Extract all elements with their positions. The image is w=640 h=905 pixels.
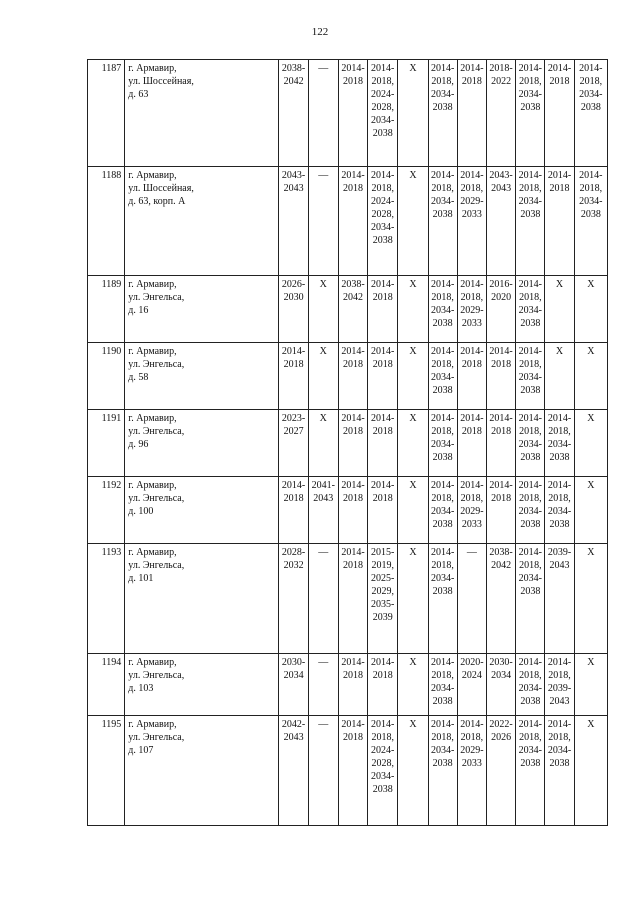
period-cell: 2014- 2018, 2034- 2038: [428, 343, 457, 410]
period-cell: 2038- 2042: [486, 544, 515, 654]
period-cell: 2039- 2043: [545, 544, 574, 654]
period-cell: 2015- 2019, 2025- 2029, 2035- 2039: [368, 544, 398, 654]
period-cell: 2028- 2032: [279, 544, 308, 654]
period-cell: 2038- 2042: [338, 276, 367, 343]
period-cell: X: [574, 477, 607, 544]
period-cell: X: [398, 167, 428, 276]
period-cell: 2014- 2018: [338, 343, 367, 410]
period-cell: 2014- 2018, 2034- 2038: [574, 167, 607, 276]
address-cell: г. Армавир, ул. Шоссейная, д. 63: [125, 60, 279, 167]
period-cell: —: [457, 544, 486, 654]
period-cell: 2014- 2018, 2024- 2028, 2034- 2038: [368, 60, 398, 167]
address-cell: г. Армавир, ул. Энгельса, д. 107: [125, 716, 279, 826]
period-cell: 2014- 2018: [486, 343, 515, 410]
table-row: [88, 276, 608, 343]
row-number: 1187: [88, 60, 125, 167]
address-cell: г. Армавир, ул. Энгельса, д. 103: [125, 654, 279, 716]
period-cell: 2016- 2020: [486, 276, 515, 343]
period-cell: 2023- 2027: [279, 410, 308, 477]
period-cell: 2014- 2018, 2034- 2038: [574, 60, 607, 167]
period-cell: 2014- 2018: [338, 544, 367, 654]
period-cell: 2042- 2043: [279, 716, 308, 826]
address-cell: г. Армавир, ул. Энгельса, д. 100: [125, 477, 279, 544]
period-cell: 2014- 2018: [338, 167, 367, 276]
period-cell: X: [398, 544, 428, 654]
period-cell: X: [574, 716, 607, 826]
row-number: 1191: [88, 410, 125, 477]
period-cell: 2043- 2043: [279, 167, 308, 276]
period-cell: X: [398, 60, 428, 167]
address-cell: г. Армавир, ул. Шоссейная, д. 63, корп. А: [125, 167, 279, 276]
period-cell: 2014- 2018, 2034- 2038: [516, 410, 545, 477]
period-cell: 2014- 2018: [486, 410, 515, 477]
table-row: [88, 410, 608, 477]
row-number: 1193: [88, 544, 125, 654]
table-row: [88, 477, 608, 544]
period-cell: 2014- 2018, 2029- 2033: [457, 477, 486, 544]
period-cell: X: [398, 477, 428, 544]
row-number: 1188: [88, 167, 125, 276]
table-row: [88, 544, 608, 654]
row-number: 1192: [88, 477, 125, 544]
period-cell: 2014- 2018, 2034- 2038: [428, 477, 457, 544]
page-number: 122: [311, 26, 329, 38]
period-cell: 2014- 2018: [338, 410, 367, 477]
period-cell: —: [308, 716, 338, 826]
table-row: [88, 716, 608, 826]
period-cell: —: [308, 654, 338, 716]
period-cell: X: [398, 410, 428, 477]
period-cell: 2014- 2018, 2034- 2038: [545, 477, 574, 544]
period-cell: —: [308, 167, 338, 276]
period-cell: —: [308, 544, 338, 654]
period-cell: 2014- 2018, 2029- 2033: [457, 716, 486, 826]
address-cell: г. Армавир, ул. Энгельса, д. 96: [125, 410, 279, 477]
period-cell: 2014- 2018, 2034- 2038: [516, 276, 545, 343]
period-cell: 2014- 2018, 2034- 2038: [428, 716, 457, 826]
period-cell: X: [574, 276, 607, 343]
period-cell: 2014- 2018: [368, 343, 398, 410]
period-cell: 2014- 2018: [368, 654, 398, 716]
period-cell: X: [545, 343, 574, 410]
period-cell: 2038- 2042: [279, 60, 308, 167]
period-cell: 2014- 2018: [279, 477, 308, 544]
period-cell: 2018- 2022: [486, 60, 515, 167]
period-cell: 2014- 2018, 2034- 2038: [428, 410, 457, 477]
period-cell: 2014- 2018: [279, 343, 308, 410]
period-cell: 2022- 2026: [486, 716, 515, 826]
period-cell: X: [574, 410, 607, 477]
period-cell: 2014- 2018, 2034- 2038: [516, 343, 545, 410]
period-cell: X: [308, 343, 338, 410]
period-cell: 2014- 2018, 2034- 2038: [516, 654, 545, 716]
row-number: 1189: [88, 276, 125, 343]
period-cell: X: [574, 654, 607, 716]
period-cell: X: [308, 276, 338, 343]
period-cell: 2014- 2018: [545, 167, 574, 276]
period-cell: 2014- 2018, 2034- 2038: [428, 544, 457, 654]
period-cell: 2014- 2018: [338, 60, 367, 167]
period-cell: 2014- 2018: [338, 716, 367, 826]
period-cell: 2014- 2018, 2034- 2038: [516, 544, 545, 654]
period-cell: 2014- 2018, 2034- 2038: [428, 276, 457, 343]
period-cell: 2014- 2018, 2034- 2038: [545, 716, 574, 826]
period-cell: 2030- 2034: [279, 654, 308, 716]
table-row: [88, 343, 608, 410]
table-row: [88, 167, 608, 276]
table-row: [88, 60, 608, 167]
address-cell: г. Армавир, ул. Энгельса, д. 58: [125, 343, 279, 410]
row-number: 1190: [88, 343, 125, 410]
period-cell: X: [545, 276, 574, 343]
period-cell: 2014- 2018: [486, 477, 515, 544]
period-cell: X: [398, 343, 428, 410]
period-cell: X: [308, 410, 338, 477]
period-cell: X: [574, 343, 607, 410]
period-cell: X: [398, 276, 428, 343]
period-cell: 2014- 2018: [368, 410, 398, 477]
period-cell: 2014- 2018, 2034- 2038: [545, 410, 574, 477]
period-cell: X: [398, 716, 428, 826]
row-number: 1194: [88, 654, 125, 716]
period-cell: 2014- 2018: [457, 60, 486, 167]
period-cell: 2014- 2018, 2034- 2038: [516, 60, 545, 167]
period-cell: 2043- 2043: [486, 167, 515, 276]
period-cell: 2014- 2018, 2034- 2038: [428, 654, 457, 716]
period-cell: 2014- 2018, 2029- 2033: [457, 276, 486, 343]
period-cell: X: [398, 654, 428, 716]
period-cell: 2014- 2018: [338, 477, 367, 544]
period-cell: 2014- 2018, 2029- 2033: [457, 167, 486, 276]
table-row: [88, 654, 608, 716]
period-cell: 2014- 2018, 2034- 2038: [516, 716, 545, 826]
period-cell: 2014- 2018: [368, 477, 398, 544]
address-cell: г. Армавир, ул. Энгельса, д. 16: [125, 276, 279, 343]
period-cell: 2014- 2018, 2034- 2038: [428, 60, 457, 167]
period-cell: 2014- 2018, 2034- 2038: [516, 167, 545, 276]
schedule-table: [87, 59, 608, 826]
period-cell: 2041- 2043: [308, 477, 338, 544]
period-cell: X: [574, 544, 607, 654]
period-cell: 2026- 2030: [279, 276, 308, 343]
period-cell: 2014- 2018, 2024- 2028, 2034- 2038: [368, 167, 398, 276]
period-cell: 2014- 2018: [368, 276, 398, 343]
period-cell: 2014- 2018: [545, 60, 574, 167]
period-cell: 2014- 2018, 2034- 2038: [516, 477, 545, 544]
period-cell: —: [308, 60, 338, 167]
row-number: 1195: [88, 716, 125, 826]
period-cell: 2014- 2018, 2034- 2038: [428, 167, 457, 276]
period-cell: 2014- 2018: [457, 410, 486, 477]
period-cell: 2014- 2018: [338, 654, 367, 716]
address-cell: г. Армавир, ул. Энгельса, д. 101: [125, 544, 279, 654]
period-cell: 2014- 2018, 2024- 2028, 2034- 2038: [368, 716, 398, 826]
period-cell: 2030- 2034: [486, 654, 515, 716]
period-cell: 2014- 2018: [457, 343, 486, 410]
period-cell: 2014- 2018, 2039- 2043: [545, 654, 574, 716]
period-cell: 2020- 2024: [457, 654, 486, 716]
